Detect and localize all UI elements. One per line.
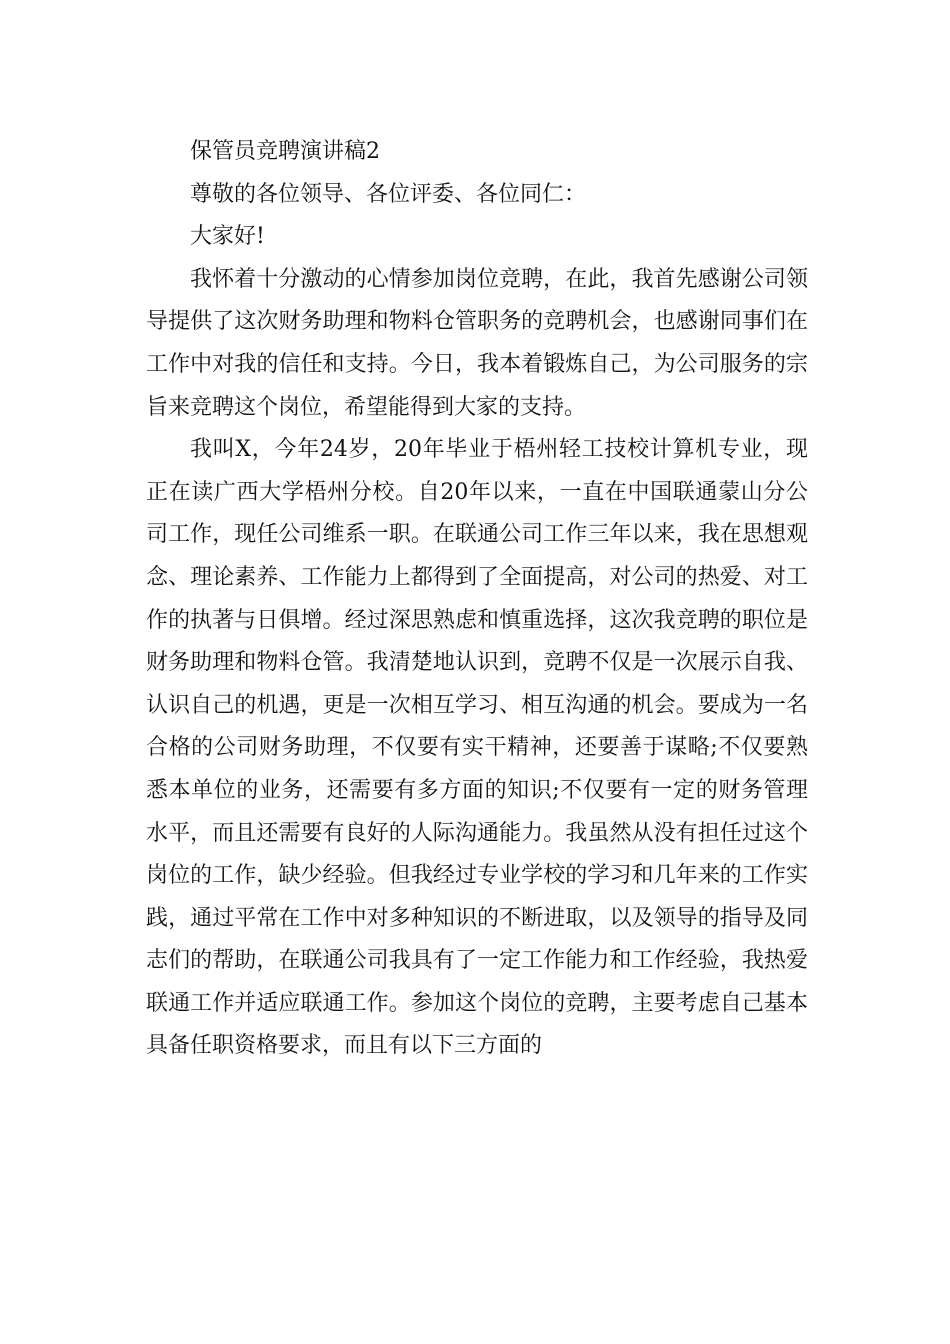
paragraph-intro: 我怀着十分激动的心情参加岗位竞聘，在此，我首先感谢公司领导提供了这次财务助理和物料仓管职务的竞聘机会，也感谢同事们在工作中对我的信任和支持。今日，我本着锻炼自己，为公司服务的宗旨来竞聘这个岗位，希望能得到大家的支持。 [146, 266, 808, 420]
document-title: 保管员竞聘演讲稿2 [190, 139, 380, 164]
salutation: 尊敬的各位领导、各位评委、各位同仁： [190, 181, 587, 207]
document-body [146, 131, 808, 1068]
paragraph-self-introduction: 我叫X，今年24岁，20年毕业于梧州轻工技校计算机专业，现正在读广西大学梧州分校。自20年以来，一直在中国联通蒙山分公司工作，现任公司维系一职。在联通公司工作三年以来，我在思想观念、理论素养、工作能力上都得到了全面提高，对公司的热爱、对工作的执著与日俱增。经过深思熟虑和慎重选择，这次我竞聘的职位是财务助理和物料仓管。我清楚地认识到，竞聘不仅是一次展示自我、认识自己的机遇，更是一次相互学习、相互沟通的机会。要成为一名合格的公司财务助理，不仅要有实干精神，还要善于谋略;不仅要熟悉本单位的业务，还需要有多方面的知识;不仅要有一定的财务管理水平，而且还需要有良好的人际沟通能力。我虽然从没有担任过这个岗位的工作，缺少经验。但我经过专业学校的学习和几年来的工作实践，通过平常在工作中对多种知识的不断进取，以及领导的指导及同志们的帮助，在联通公司我具有了一定工作能力和工作经验，我热爱联通工作并适应联通工作。参加这个岗位的竞聘，主要考虑自己基本具备任职资格要求，而且有以下三方面的 [146, 437, 808, 1059]
greeting: 大家好! [190, 224, 265, 250]
